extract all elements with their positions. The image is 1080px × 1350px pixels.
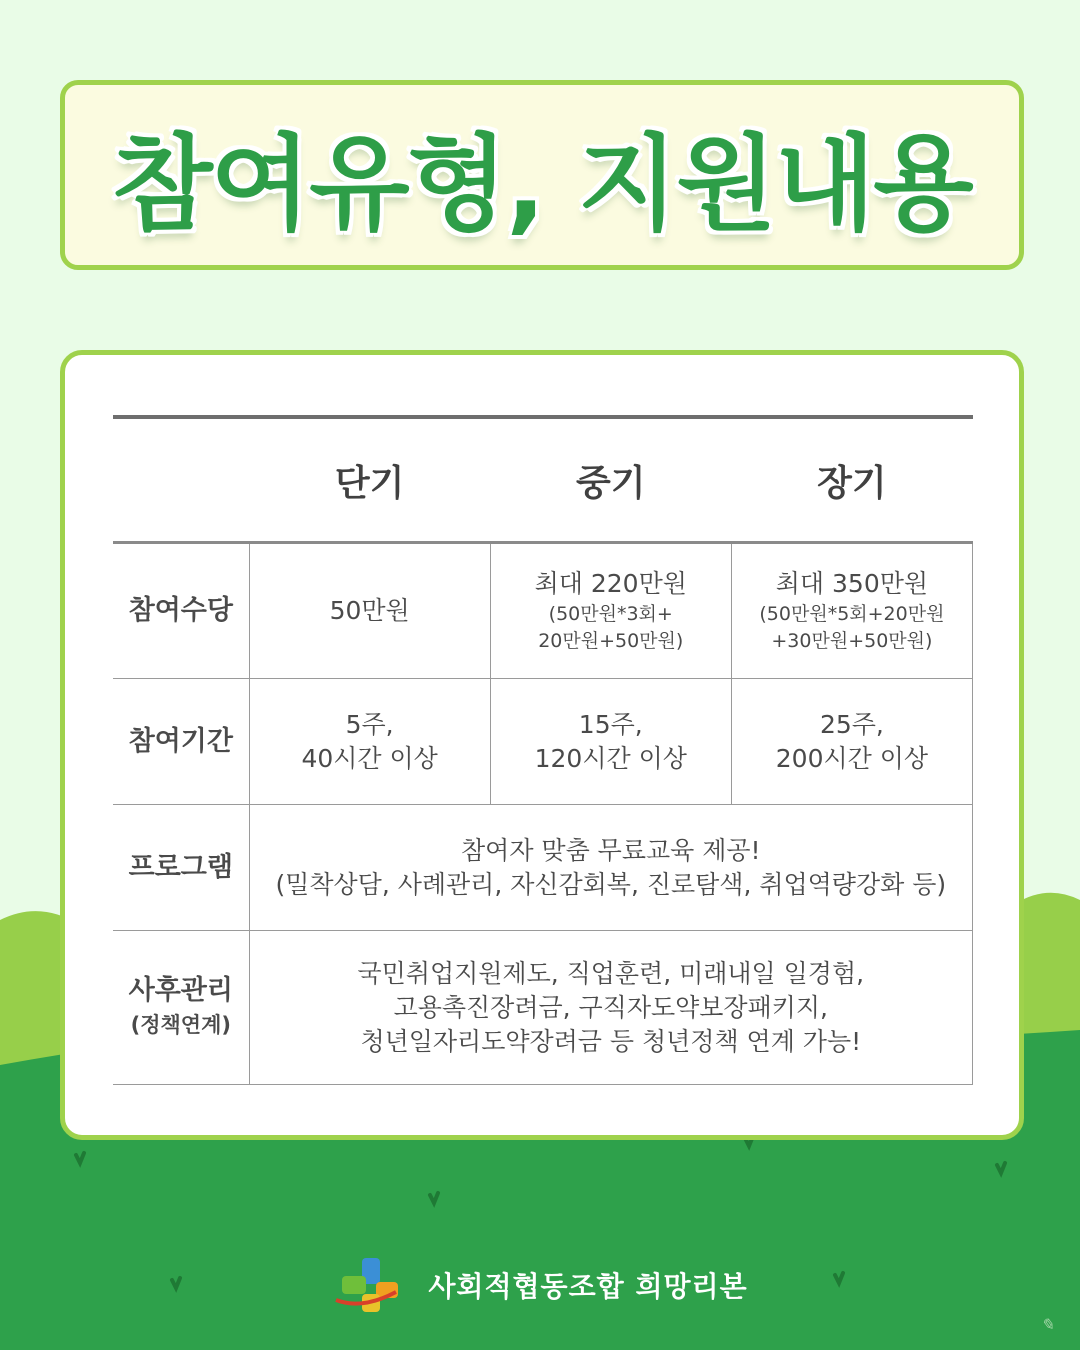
table-row-period xyxy=(113,679,973,805)
period-long-line1: 25주, xyxy=(819,709,884,739)
header-long-term: 장기 xyxy=(731,417,972,543)
row-label-allowance: 참여수당 xyxy=(113,543,249,679)
cell-aftercare xyxy=(249,931,972,1085)
period-short-line2: 40시간 이상 xyxy=(301,743,438,773)
aftercare-sublabel: (정책연계) xyxy=(130,1012,231,1037)
cell-allowance-long xyxy=(731,543,972,679)
allowance-mid-sub1: (50만원*3회+ xyxy=(548,603,673,625)
cell-allowance-short xyxy=(249,543,490,679)
support-table xyxy=(113,415,973,1085)
period-mid-line2: 120시간 이상 xyxy=(534,743,687,773)
cell-allowance-mid xyxy=(490,543,731,679)
period-long-line2: 200시간 이상 xyxy=(775,743,929,773)
aftercare-label: 사후관리 xyxy=(128,974,233,1006)
page-title: 참여유형, 지원내용 xyxy=(112,123,972,245)
title-banner xyxy=(60,80,1024,270)
row-label-aftercare xyxy=(113,931,249,1085)
cell-period-long xyxy=(731,679,972,805)
program-line2: (밀착상담, 사례관리, 자신감회복, 진로탐색, 취업역량강화 등) xyxy=(275,869,947,899)
table-row-aftercare xyxy=(113,931,973,1085)
organization-name: 사회적협동조합 희망리본 xyxy=(428,1270,748,1303)
period-mid-line1: 15주, xyxy=(578,709,643,739)
allowance-short-main: 50만원 xyxy=(329,596,410,625)
program-line1: 참여자 맞춤 무료교육 제공! xyxy=(461,835,761,865)
cell-period-mid xyxy=(490,679,731,805)
aftercare-line2: 고용촉진장려금, 구직자도약보장패키지, xyxy=(393,992,828,1022)
period-short-line1: 5주, xyxy=(345,709,394,739)
signature-mark: ✎ xyxy=(1040,1315,1054,1334)
aftercare-line3: 청년일자리도약장려금 등 청년정책 연계 가능! xyxy=(360,1026,862,1056)
row-label-period: 참여기간 xyxy=(113,679,249,805)
cell-period-short xyxy=(249,679,490,805)
footer xyxy=(0,1250,1080,1320)
allowance-long-sub2: +30만원+50만원) xyxy=(771,630,933,652)
puzzle-logo-icon xyxy=(332,1250,412,1320)
row-label-program: 프로그램 xyxy=(113,805,249,931)
allowance-mid-sub2: 20만원+50만원) xyxy=(538,630,684,652)
allowance-mid-main: 최대 220만원 xyxy=(534,569,687,598)
aftercare-line1: 국민취업지원제도, 직업훈련, 미래내일 일경험, xyxy=(357,958,865,988)
allowance-long-sub1: (50만원*5회+20만원 xyxy=(759,603,945,625)
header-mid-term: 중기 xyxy=(490,417,731,543)
header-empty-cell xyxy=(113,417,249,543)
info-card xyxy=(60,350,1024,1140)
cell-program xyxy=(249,805,972,931)
header-short-term: 단기 xyxy=(249,417,490,543)
table-header-row xyxy=(113,417,973,543)
allowance-long-main: 최대 350만원 xyxy=(775,569,929,598)
table-row-allowance xyxy=(113,543,973,679)
table-row-program xyxy=(113,805,973,931)
